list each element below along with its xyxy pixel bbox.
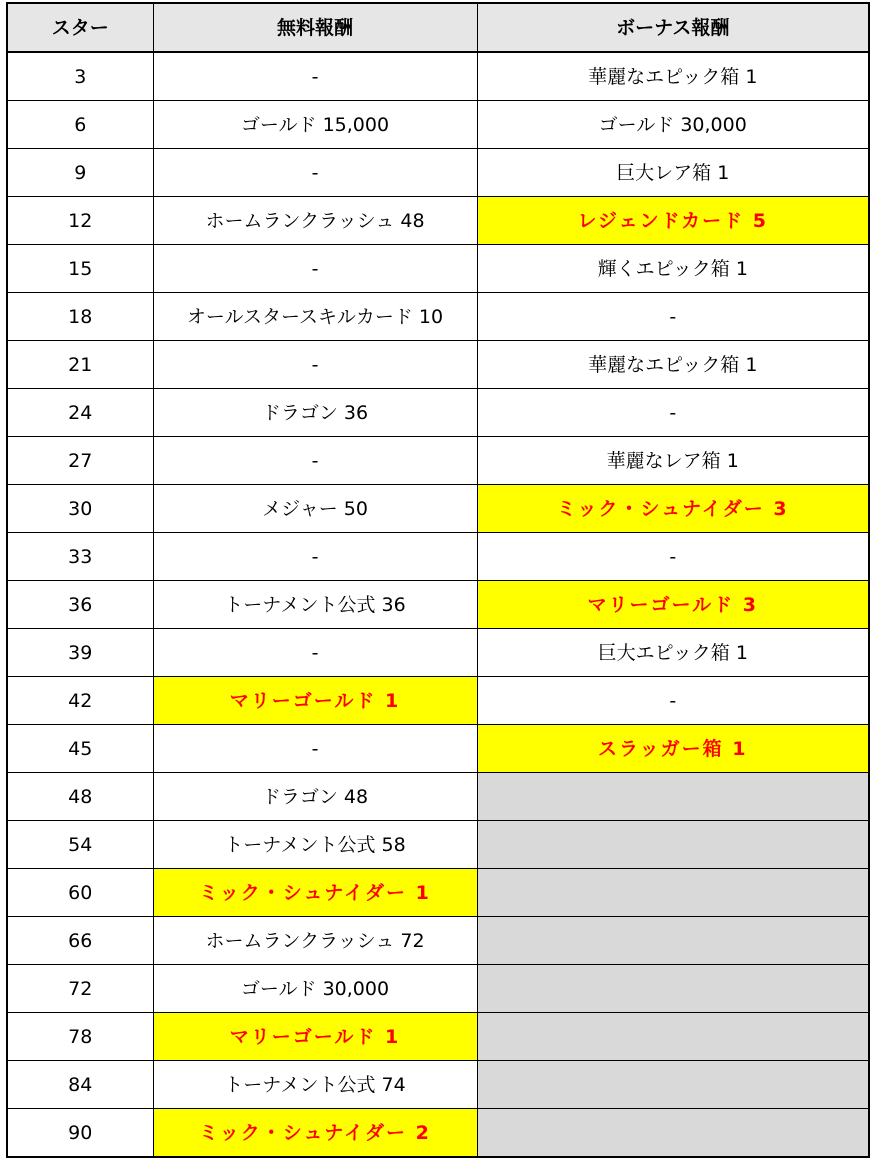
header-row — [7, 3, 869, 52]
table-row — [7, 581, 869, 629]
star-cell: 48 — [7, 773, 153, 821]
star-cell: 9 — [7, 149, 153, 197]
star-cell: 30 — [7, 485, 153, 533]
table-row — [7, 101, 869, 149]
table-row — [7, 389, 869, 437]
bonus-reward-cell — [477, 917, 869, 965]
star-cell: 45 — [7, 725, 153, 773]
bonus-reward-cell — [477, 1013, 869, 1061]
star-cell: 15 — [7, 245, 153, 293]
free-reward-cell: トーナメント公式 36 — [153, 581, 477, 629]
bonus-reward-cell: 華麗なエピック箱 1 — [477, 341, 869, 389]
column-header-bonus-reward: ボーナス報酬 — [477, 3, 869, 52]
table-row — [7, 677, 869, 725]
star-cell: 84 — [7, 1061, 153, 1109]
bonus-reward-cell — [477, 869, 869, 917]
table-row — [7, 197, 869, 245]
bonus-reward-cell: ミック・シュナイダー 3 — [477, 485, 869, 533]
bonus-reward-cell: マリーゴールド 3 — [477, 581, 869, 629]
table-row — [7, 149, 869, 197]
table-body — [7, 52, 869, 1157]
free-reward-cell: トーナメント公式 74 — [153, 1061, 477, 1109]
bonus-reward-cell: ゴールド 30,000 — [477, 101, 869, 149]
star-cell: 78 — [7, 1013, 153, 1061]
table-row — [7, 52, 869, 101]
free-reward-cell: ドラゴン 36 — [153, 389, 477, 437]
table-row — [7, 1109, 869, 1158]
star-cell: 90 — [7, 1109, 153, 1158]
table-row — [7, 533, 869, 581]
star-cell: 54 — [7, 821, 153, 869]
free-reward-cell: - — [153, 341, 477, 389]
star-cell: 42 — [7, 677, 153, 725]
table-row — [7, 725, 869, 773]
bonus-reward-cell — [477, 1109, 869, 1158]
star-cell: 66 — [7, 917, 153, 965]
free-reward-cell: マリーゴールド 1 — [153, 677, 477, 725]
free-reward-cell: - — [153, 629, 477, 677]
table-row — [7, 917, 869, 965]
table-header — [7, 3, 869, 52]
free-reward-cell: ホームランクラッシュ 72 — [153, 917, 477, 965]
star-cell: 21 — [7, 341, 153, 389]
bonus-reward-cell: - — [477, 389, 869, 437]
star-cell: 24 — [7, 389, 153, 437]
column-header-free-reward: 無料報酬 — [153, 3, 477, 52]
star-cell: 6 — [7, 101, 153, 149]
free-reward-cell: ゴールド 30,000 — [153, 965, 477, 1013]
bonus-reward-cell: 華麗なレア箱 1 — [477, 437, 869, 485]
bonus-reward-cell: レジェンドカード 5 — [477, 197, 869, 245]
star-cell: 3 — [7, 52, 153, 101]
free-reward-cell: ホームランクラッシュ 48 — [153, 197, 477, 245]
free-reward-cell: マリーゴールド 1 — [153, 1013, 477, 1061]
bonus-reward-cell — [477, 1061, 869, 1109]
free-reward-cell: ドラゴン 48 — [153, 773, 477, 821]
free-reward-cell: - — [153, 149, 477, 197]
free-reward-cell: ミック・シュナイダー 1 — [153, 869, 477, 917]
bonus-reward-cell — [477, 965, 869, 1013]
table-row — [7, 821, 869, 869]
rewards-table — [6, 2, 870, 1158]
free-reward-cell: オールスタースキルカード 10 — [153, 293, 477, 341]
star-cell: 36 — [7, 581, 153, 629]
bonus-reward-cell: 輝くエピック箱 1 — [477, 245, 869, 293]
table-row — [7, 1013, 869, 1061]
table-row — [7, 293, 869, 341]
bonus-reward-cell: 巨大レア箱 1 — [477, 149, 869, 197]
bonus-reward-cell: - — [477, 293, 869, 341]
free-reward-cell: - — [153, 725, 477, 773]
free-reward-cell: トーナメント公式 58 — [153, 821, 477, 869]
column-header-star: スター — [7, 3, 153, 52]
table-row — [7, 773, 869, 821]
bonus-reward-cell: 巨大エピック箱 1 — [477, 629, 869, 677]
star-cell: 18 — [7, 293, 153, 341]
bonus-reward-cell — [477, 773, 869, 821]
bonus-reward-cell — [477, 821, 869, 869]
bonus-reward-cell: 華麗なエピック箱 1 — [477, 52, 869, 101]
star-cell: 27 — [7, 437, 153, 485]
star-cell: 60 — [7, 869, 153, 917]
star-cell: 12 — [7, 197, 153, 245]
table-row — [7, 485, 869, 533]
table-row — [7, 869, 869, 917]
free-reward-cell: - — [153, 437, 477, 485]
rewards-table-container — [6, 2, 868, 1154]
table-row — [7, 245, 869, 293]
star-cell: 33 — [7, 533, 153, 581]
table-row — [7, 629, 869, 677]
table-row — [7, 1061, 869, 1109]
table-row — [7, 965, 869, 1013]
free-reward-cell: メジャー 50 — [153, 485, 477, 533]
free-reward-cell: - — [153, 245, 477, 293]
free-reward-cell: - — [153, 533, 477, 581]
bonus-reward-cell: - — [477, 677, 869, 725]
bonus-reward-cell: - — [477, 533, 869, 581]
star-cell: 72 — [7, 965, 153, 1013]
free-reward-cell: ゴールド 15,000 — [153, 101, 477, 149]
table-row — [7, 341, 869, 389]
free-reward-cell: ミック・シュナイダー 2 — [153, 1109, 477, 1158]
bonus-reward-cell: スラッガー箱 1 — [477, 725, 869, 773]
table-row — [7, 437, 869, 485]
star-cell: 39 — [7, 629, 153, 677]
free-reward-cell: - — [153, 52, 477, 101]
